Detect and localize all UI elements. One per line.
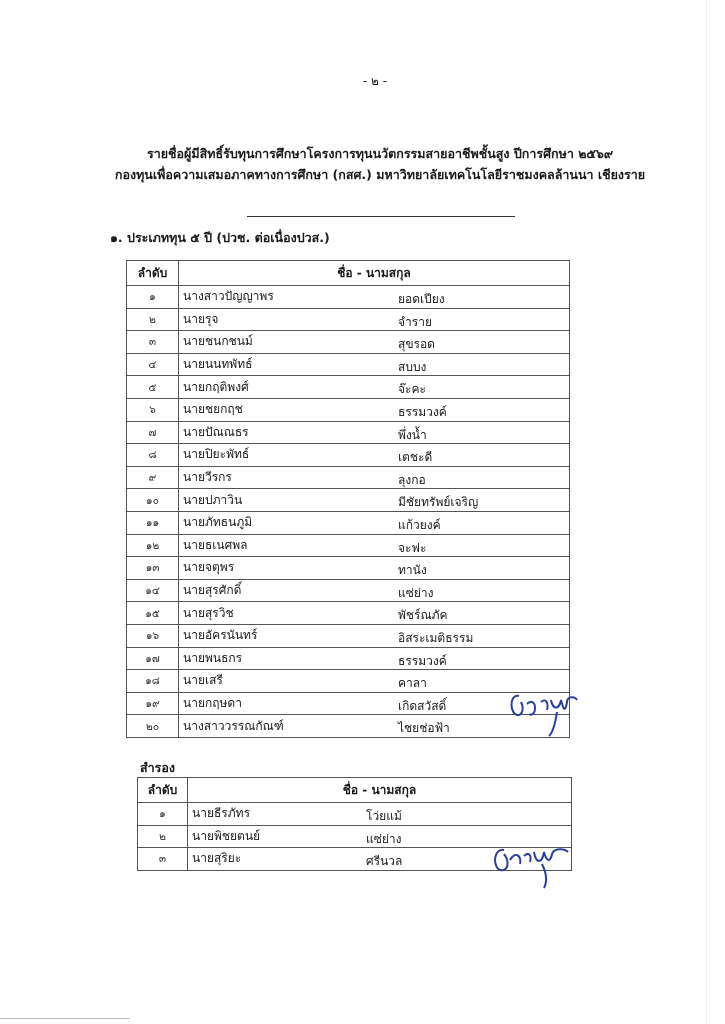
first-name: นายปิยะพัทธ์: [183, 447, 250, 462]
row-number: ๑๔: [127, 579, 179, 602]
table-row: [127, 670, 570, 693]
table-row: [127, 421, 570, 444]
row-number: ๑๖: [127, 624, 179, 647]
table-row: [127, 715, 570, 738]
first-name: นายเสรี: [183, 673, 223, 688]
first-name: นายกฤติพงศ์: [183, 379, 249, 394]
first-name: นายจตุพร: [183, 560, 235, 575]
row-number: ๑๕: [127, 602, 179, 625]
table-row: [127, 466, 570, 489]
first-name: นายสุริยะ: [192, 851, 242, 866]
surname: แซ่ย่าง: [366, 831, 402, 846]
first-name: นายอัครนันทร์: [183, 628, 258, 643]
row-number: ๒: [127, 308, 179, 331]
first-name: นางสาวปัญญาพร: [183, 289, 274, 304]
surname: ธรรมวงค์: [398, 404, 447, 419]
surname: ยอดเปียง: [398, 292, 445, 306]
first-name: นายชยกฤช: [183, 402, 243, 417]
table-row: [127, 511, 570, 534]
table-row: [127, 624, 570, 647]
signature: [505, 688, 580, 738]
row-number: ๑๗: [127, 647, 179, 670]
table-row: [127, 692, 570, 715]
surname: แซ่ย่าง: [398, 585, 434, 600]
row-number: ๖: [127, 398, 179, 421]
surname: ไชยช่อฟ้า: [398, 721, 450, 736]
scholarship-table: [126, 260, 570, 738]
surname: โว่ยแม้: [366, 809, 402, 823]
section-heading: ๑. ประเภททุน ๕ ปี (ปวช. ต่อเนื่องปวส.): [110, 230, 330, 245]
first-name: นายกฤษดา: [183, 695, 242, 710]
surname: มีชัยทรัพย์เจริญ: [398, 495, 479, 510]
first-name: นายพนธกร: [183, 650, 243, 665]
surname: จ๊ะคะ: [398, 382, 426, 397]
table-row: [127, 398, 570, 421]
table-row: [127, 534, 570, 557]
title-line-2: กองทุนเพื่อความเสมอภาคทางการศึกษา (กสศ.) มหาวิทยาลัยเทคโนโลยีราชมงคลล้านนา เชียงราย: [114, 167, 646, 182]
first-name: นางสาววรรณกัณฑ์: [183, 718, 284, 733]
title-line-1: รายชื่อผู้มีสิทธิ์รับทุนการศึกษาโครงการทุนนวัตกรรมสายอาชีพชั้นสูง ปีการศึกษา ๒๕๖๙: [147, 146, 613, 161]
table-row: [127, 286, 570, 309]
first-name: นายปัณณธร: [183, 424, 249, 439]
table-row: [127, 376, 570, 399]
page-number: - ๒ -: [362, 74, 388, 88]
surname: พึ่งน้ำ: [398, 427, 427, 442]
row-number: ๑๓: [127, 557, 179, 580]
first-name: นายสุรศักดิ์: [183, 583, 242, 598]
row-number: ๓: [138, 848, 188, 871]
table-row: [127, 557, 570, 580]
first-name: นายธีรภัทร: [192, 806, 251, 821]
first-name: นายพิชยตนย์: [192, 828, 261, 843]
surname: จะฟะ: [398, 540, 427, 555]
row-number: ๑๐: [127, 489, 179, 512]
row-number: ๑๘: [127, 670, 179, 693]
row-number: ๑๒: [127, 534, 179, 557]
table-row: [127, 647, 570, 670]
table-row: [127, 353, 570, 376]
surname: สบบง: [398, 359, 427, 374]
surname: เกิดสวัสดิ์: [398, 698, 447, 713]
col-header-no: ลำดับ: [127, 261, 179, 286]
surname: ทานัง: [398, 563, 427, 578]
row-number: ๘: [127, 444, 179, 467]
row-number: ๒: [138, 825, 188, 848]
row-number: ๕: [127, 376, 179, 399]
first-name: นายปภาวิน: [183, 492, 243, 507]
surname: อิสระเมติธรรม: [398, 630, 474, 645]
surname: ลุงกอ: [398, 472, 426, 487]
first-name: นายธเนศพล: [183, 537, 248, 552]
row-number: ๓: [127, 331, 179, 354]
first-name: นายภัทธนภูมิ: [183, 515, 253, 530]
table-row: [127, 489, 570, 512]
col-header-no: ลำดับ: [138, 778, 188, 803]
surname: เตชะดี: [398, 450, 433, 465]
surname: คาลา: [398, 676, 427, 691]
row-number: ๑: [138, 803, 188, 826]
row-number: ๑๑: [127, 511, 179, 534]
page-edge-line: [0, 1018, 130, 1019]
first-name: นายสุรวิช: [183, 605, 234, 620]
surname: แก้วยงค์: [398, 517, 441, 532]
first-name: นายรุจ: [183, 311, 219, 326]
row-number: ๔: [127, 353, 179, 376]
table-row: [127, 444, 570, 467]
first-name: นายนนทพัทธ์: [183, 357, 253, 372]
row-number: ๑: [127, 286, 179, 309]
surname: พัชร์ณภัค: [398, 608, 448, 623]
surname: สุขรอด: [398, 337, 435, 352]
first-name: นายชนกชนม์: [183, 334, 253, 349]
surname: ศรีนวล: [366, 854, 403, 869]
table-row: [127, 602, 570, 625]
table-row: [127, 308, 570, 331]
row-number: ๒๐: [127, 715, 179, 738]
surname: จำราย: [398, 314, 432, 329]
page-edge: [706, 0, 707, 1024]
reserve-heading: สำรอง: [140, 760, 175, 775]
col-header-name: ชื่อ - นามสกุล: [179, 261, 570, 286]
table-row: [127, 331, 570, 354]
table-row: [138, 803, 572, 826]
row-number: ๑๙: [127, 692, 179, 715]
surname: ธรรมวงค์: [398, 653, 447, 668]
row-number: ๗: [127, 421, 179, 444]
first-name: นายวีรกร: [183, 470, 232, 485]
col-header-name: ชื่อ - นามสกุล: [188, 778, 572, 803]
row-number: ๙: [127, 466, 179, 489]
signature: [490, 842, 570, 890]
table-row: [127, 579, 570, 602]
title-underline: [247, 216, 515, 217]
